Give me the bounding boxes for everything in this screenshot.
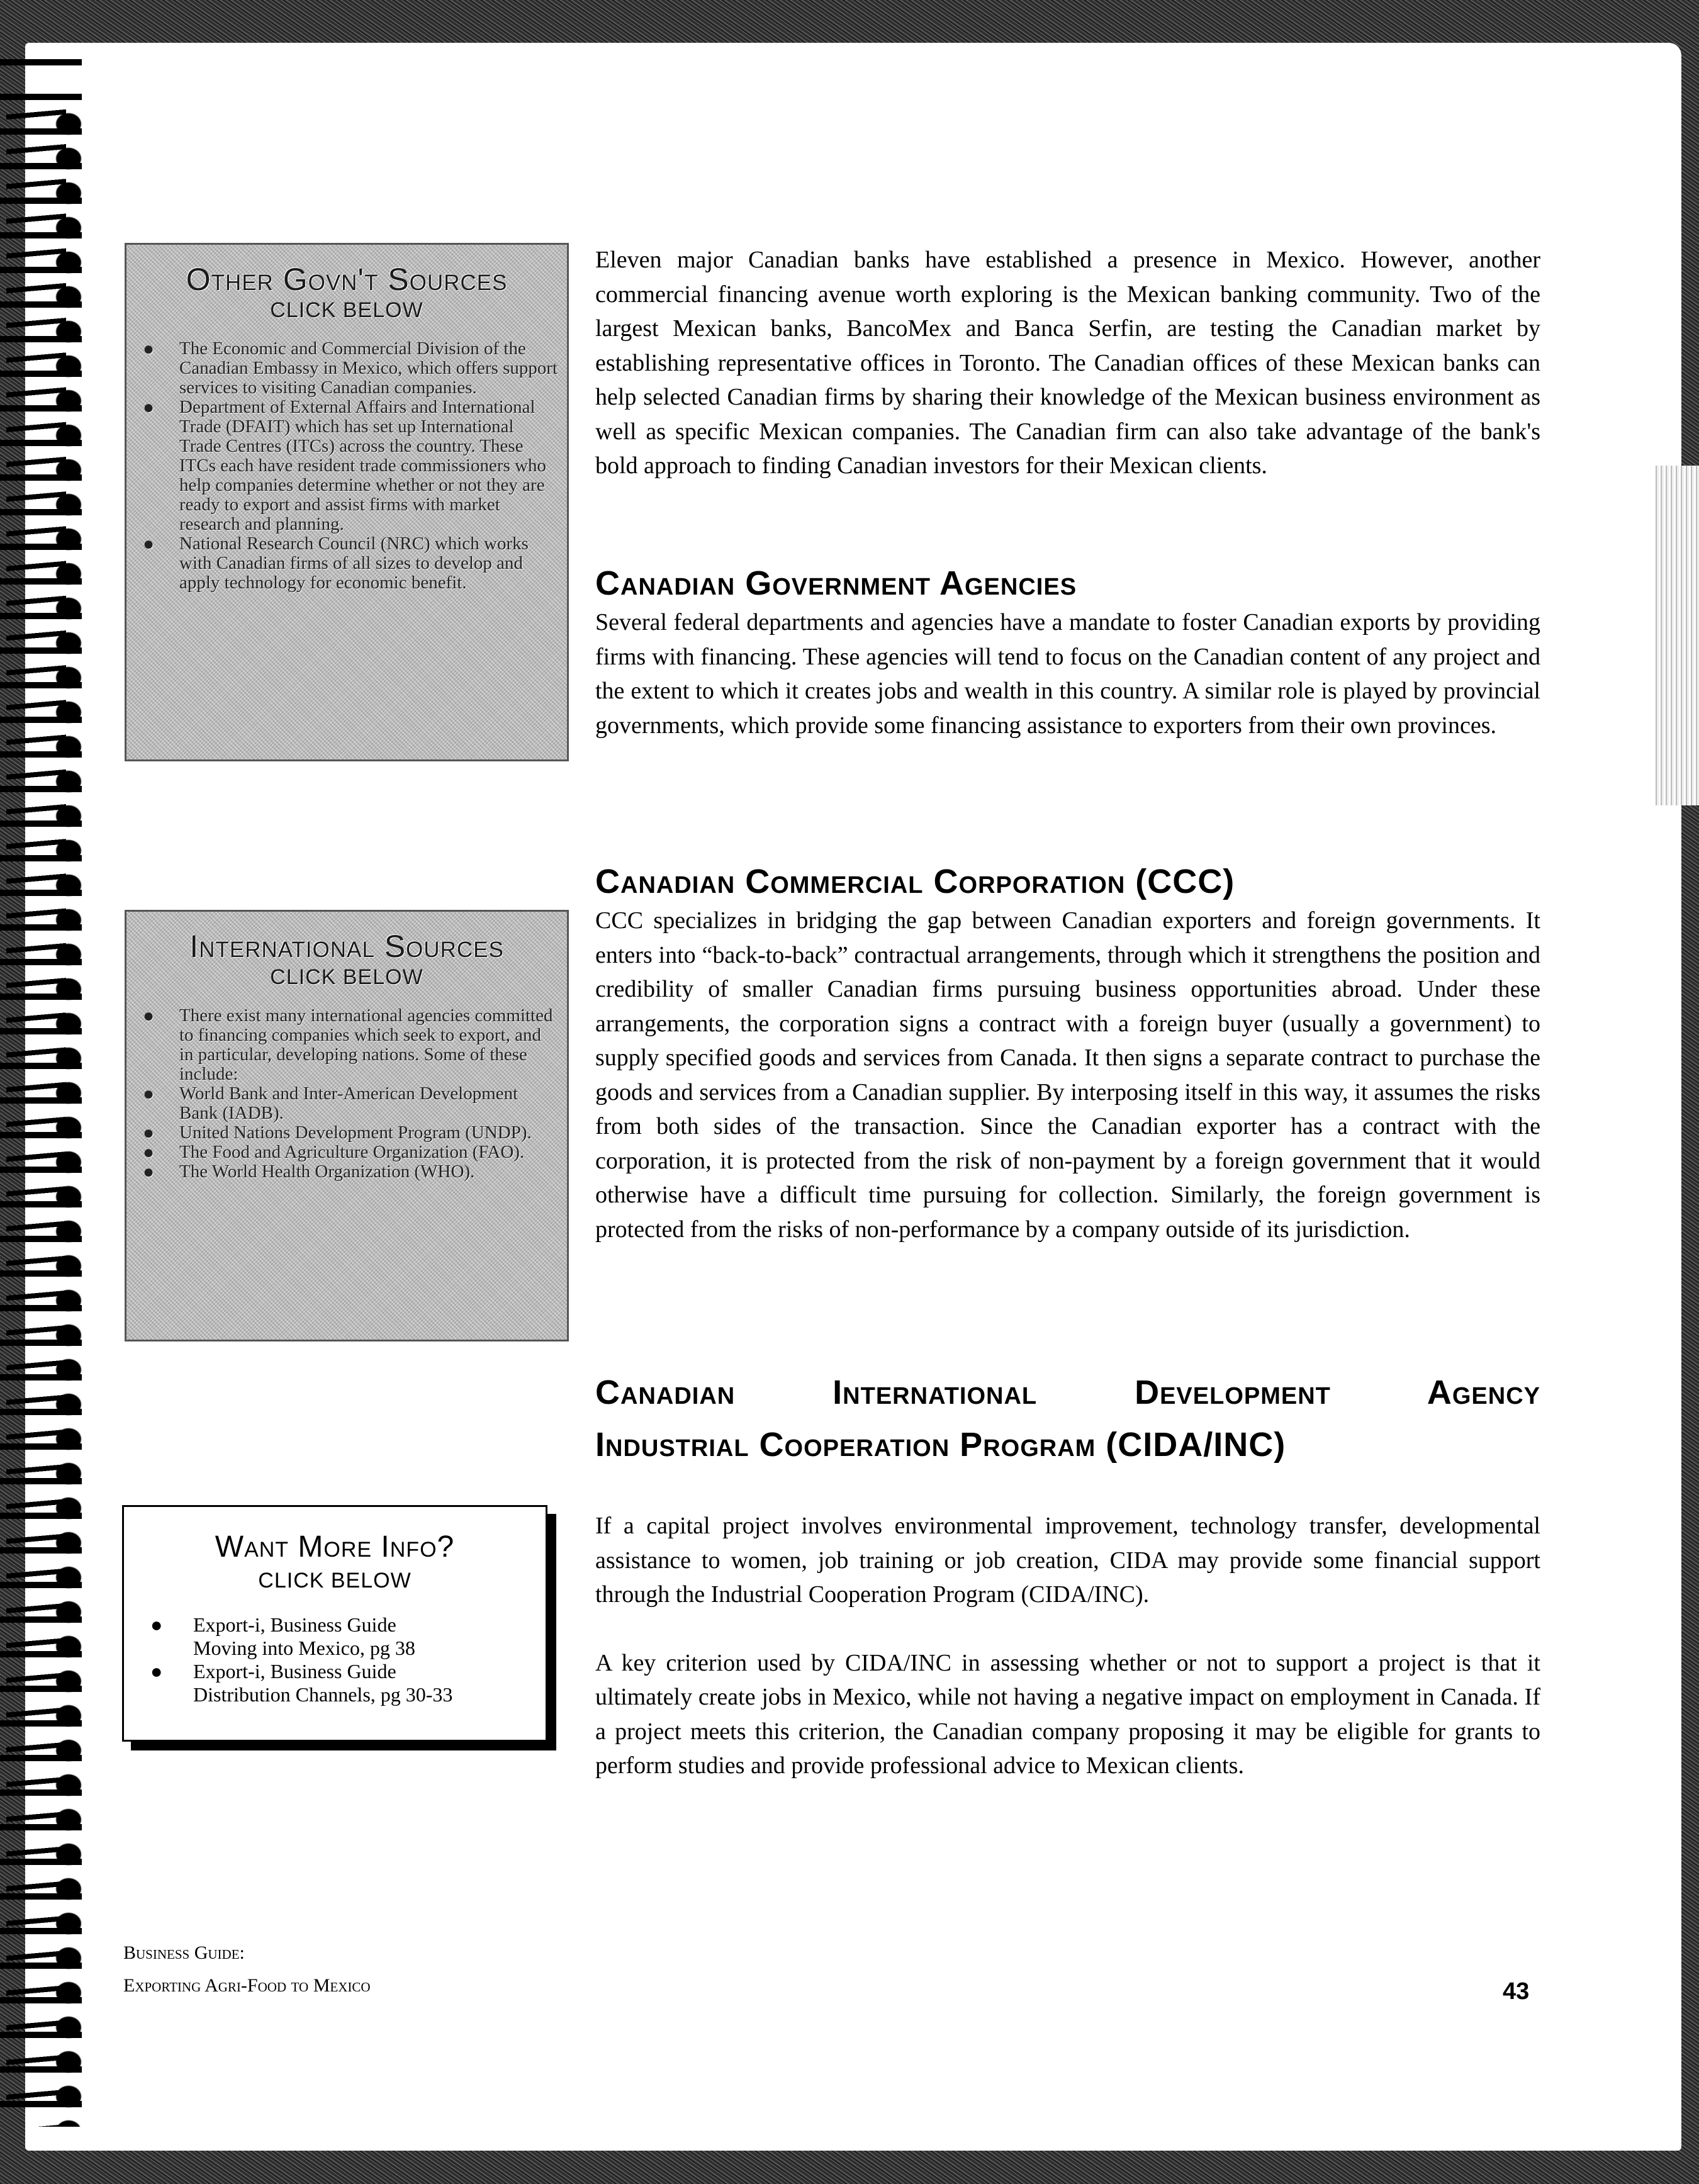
bullet-icon: ●: [150, 1660, 163, 1683]
list-item[interactable]: ● There exist many international agencies committed to financing companies which seek to export, and in particular, developing nations. Some of these include:: [143, 1005, 553, 1084]
international-list: [135, 1006, 558, 1182]
list-item[interactable]: [137, 1660, 533, 1706]
spiral-binding: [0, 38, 82, 2127]
international-sources-box[interactable]: [125, 910, 569, 1341]
more-info-list: [137, 1613, 533, 1706]
section-heading: Canadian International Development Agency: [595, 1374, 1540, 1411]
section-paragraph: CCC specializes in bridging the gap between Canadian exporters and foreign governments. It enters into “back-to-back” contractual arrangements, through which it strengthens the position and credibility of smaller Canadian firms pursuing business opportunities abroad. Under these arrangements, the corporation signs a contract with a foreign buyer (usually a government) to supply specified goods and services from Canada. It then signs a separate contract to purchase the goods and services from a Canadian supplier. By interposing itself in this way, it assumes the risks from both sides of the transaction. Since the Canadian exporter has a contract with the corporation, it is protected from the risk of non-payment by a foreign government that it would otherwise have a difficult time pursuing for collection. Similarly, the foreign government is protected from the risks of non-performance by a company outside of its jurisdiction.: [595, 907, 1540, 1243]
bullet-icon: ●: [143, 1084, 155, 1104]
page-edge-tab: [1654, 466, 1699, 805]
section-heading-line2: Industrial Cooperation Program (CIDA/INC): [595, 1426, 1286, 1464]
cida-section: [595, 1365, 1540, 1783]
bullet-icon: ●: [143, 1005, 155, 1026]
ccc-section: [595, 860, 1540, 1246]
intro-section: [595, 243, 1540, 483]
bullet-icon: ●: [143, 1123, 155, 1143]
list-item[interactable]: [137, 1613, 533, 1660]
footer-guide-title: Business Guide: Exporting Agri-Food to Mexico: [123, 1942, 371, 1996]
other-govt-sources-title: Other Govn't Sources: [186, 262, 508, 297]
bullet-icon: ●: [143, 397, 155, 418]
link-line[interactable]: Export-i, Business Guide: [193, 1660, 396, 1683]
bullet-icon: ●: [143, 1142, 155, 1163]
other-govt-list: [135, 339, 558, 593]
link-line[interactable]: Moving into Mexico, pg 38: [193, 1637, 415, 1659]
list-item[interactable]: ● United Nations Development Program (UNDP).: [143, 1123, 532, 1143]
page-number: 43: [1503, 1978, 1530, 2005]
list-item[interactable]: ● Department of External Affairs and International Trade (DFAIT) which has set up International Trade Centres (ITCs) across the country. These ITCs each have resident trade commissioners who help companies determine whether or not they are ready to export and assist firms with market research and planning.: [143, 397, 547, 534]
bullet-icon: ●: [143, 339, 155, 359]
more-info-click-below[interactable]: CLICK BELOW: [258, 1569, 412, 1593]
section-heading: Canadian Commercial Corporation (CCC): [595, 863, 1235, 900]
section-heading: Canadian Government Agencies: [595, 564, 1077, 602]
link-line[interactable]: Export-i, Business Guide: [193, 1613, 396, 1636]
intro-paragraph: Eleven major Canadian banks have established a presence in Mexico. However, another commercial financing avenue worth exploring is the Mexican banking community. Two of the largest Mexican banks, BancoMex and Banca Serfin, are testing the Canadian market by establishing representative offices in Toronto. The Canadian offices of these Mexican banks can help selected Canadian firms by sharing their knowledge of the Mexican business environment as well as specific Mexican companies. The Canadian firm can also take advantage of the bank's bold approach to finding Canadian investors for their Mexican clients.: [595, 247, 1540, 479]
bullet-icon: ●: [150, 1613, 163, 1636]
binding-holes: [55, 107, 82, 2152]
section-paragraph: If a capital project involves environmental improvement, technology transfer, developmental assistance to women, job training or job creation, CIDA may provide some financial support through the Industrial Cooperation Program (CIDA/INC).: [595, 1513, 1540, 1608]
list-item[interactable]: ● World Bank and Inter-American Development Bank (IADB).: [143, 1084, 519, 1123]
want-more-info-box[interactable]: [122, 1505, 547, 1742]
link-line[interactable]: Distribution Channels, pg 30-33: [193, 1683, 453, 1706]
gov-agencies-section: [595, 561, 1540, 742]
want-more-info-title: Want More Info?: [215, 1530, 455, 1564]
bullet-icon: ●: [143, 534, 155, 554]
international-click-below[interactable]: CLICK BELOW: [270, 965, 423, 989]
section-paragraph: Several federal departments and agencies have a mandate to foster Canadian exports by providing firms with financing. These agencies will tend to focus on the Canadian content of any project and the extent to which it creates jobs and wealth in this country. A similar role is played by provincial governments, which provide some financing assistance to exporters from their own provinces.: [595, 609, 1540, 739]
bullet-icon: ●: [143, 1162, 155, 1182]
other-govt-click-below[interactable]: CLICK BELOW: [270, 298, 423, 322]
list-item[interactable]: ● The Food and Agriculture Organization (FAO).: [143, 1142, 525, 1163]
other-govt-sources-box[interactable]: [125, 243, 569, 761]
international-sources-title: International Sources: [189, 929, 504, 964]
list-item[interactable]: ● The Economic and Commercial Division of the Canadian Embassy in Mexico, which offers support services to visiting Canadian companies.: [143, 339, 558, 398]
list-item[interactable]: ● National Research Council (NRC) which works with Canadian firms of all sizes to develop and apply technology for economic benefit.: [143, 534, 529, 593]
section-paragraph: A key criterion used by CIDA/INC in assessing whether or not to support a project is that it ultimately create jobs in Mexico, while not having a negative impact on employment in Canada. If a project meets this criterion, the Canadian company proposing it may be eligible for grants to perform studies and provide professional advice to Mexican clients.: [595, 1649, 1540, 1779]
list-item[interactable]: ● The World Health Organization (WHO).: [143, 1162, 475, 1182]
